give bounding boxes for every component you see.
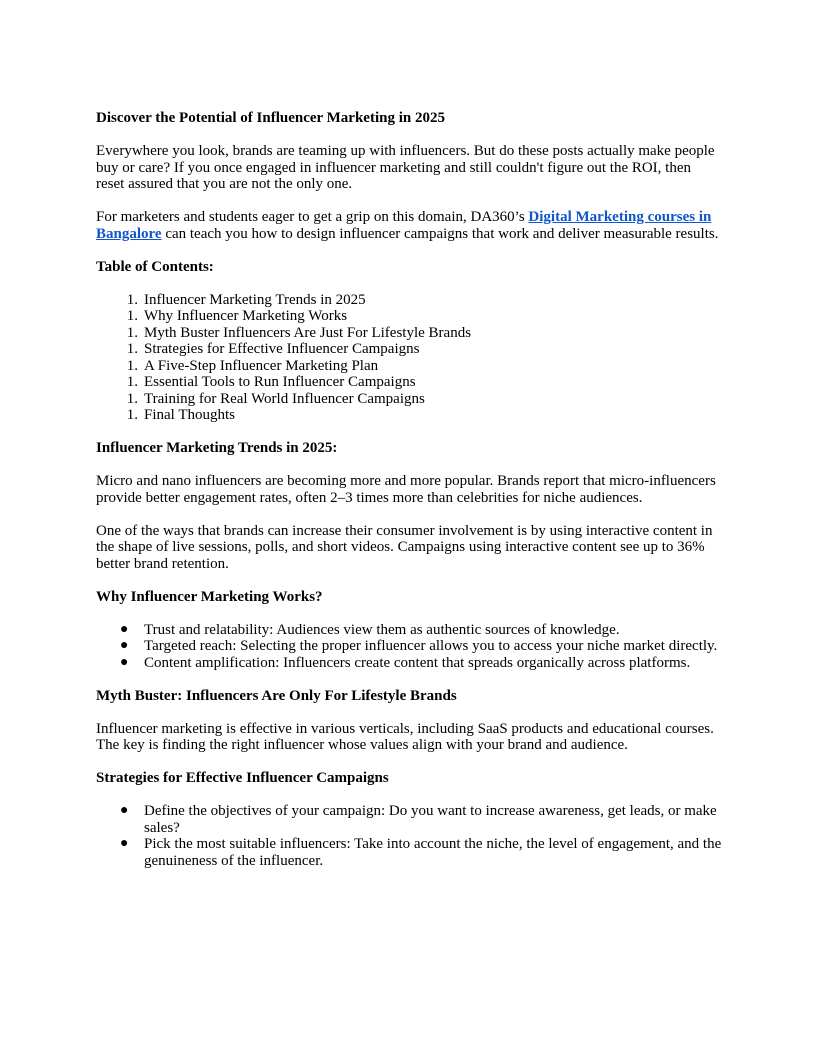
toc-item bbox=[96, 374, 722, 391]
intro-text-before: For marketers and students eager to get a grip on this domain, DA360’s bbox=[96, 209, 529, 225]
document-title: Discover the Potential of Influencer Marketing in 2025 bbox=[96, 110, 445, 126]
toc-item bbox=[96, 391, 722, 408]
intro-paragraph-1: Everywhere you look, brands are teaming up with influencers. But do these posts actually make people buy or care? If you once engaged in influencer marketing and still couldn't figure out the ROI, then reset assured that you are not the only one. bbox=[96, 143, 715, 192]
strategies-heading: Strategies for Effective Influencer Campaigns bbox=[96, 770, 389, 786]
trends-heading: Influencer Marketing Trends in 2025: bbox=[96, 440, 338, 456]
toc-item-label: Influencer Marketing Trends in 2025 bbox=[144, 291, 366, 308]
toc-number: 1. bbox=[126, 374, 138, 390]
myth-heading: Myth Buster: Influencers Are Only For Lifestyle Brands bbox=[96, 687, 457, 704]
toc-number: 1. bbox=[126, 308, 138, 324]
bullet-icon: ● bbox=[120, 654, 129, 670]
toc-number: 1. bbox=[126, 390, 138, 407]
list-item-text: Trust and relatability: Audiences view them as authentic sources of knowledge. bbox=[144, 621, 620, 638]
toc-heading: Table of Contents: bbox=[96, 258, 214, 275]
toc-item bbox=[96, 358, 722, 375]
list-item bbox=[96, 803, 722, 836]
bullet-icon: ● bbox=[120, 803, 129, 818]
intro-paragraph-2 bbox=[96, 209, 722, 242]
why-heading: Why Influencer Marketing Works? bbox=[96, 588, 323, 605]
toc-item-label: A Five-Step Influencer Marketing Plan bbox=[144, 357, 379, 374]
toc-list bbox=[96, 292, 722, 424]
toc-number: 1. bbox=[126, 407, 138, 423]
list-item bbox=[96, 836, 722, 869]
list-item-text: Pick the most suitable influencers: Take into account the niche, the level of engagement, and the genuineness of the influencer. bbox=[144, 836, 722, 869]
toc-item bbox=[96, 341, 722, 358]
strategies-list bbox=[96, 803, 722, 869]
list-item bbox=[96, 622, 722, 639]
bullet-icon: ● bbox=[120, 836, 129, 851]
toc-number: 1. bbox=[126, 291, 138, 308]
trends-paragraph-2: One of the ways that brands can increase their consumer involvement is by using interactive content in the shape of live sessions, polls, and short videos. Campaigns using interactive content see up to 36% better brand retention. bbox=[96, 522, 713, 572]
why-list bbox=[96, 622, 722, 672]
list-item-text: Content amplification: Influencers create content that spreads organically across platforms. bbox=[144, 654, 691, 671]
list-item-text: Targeted reach: Selecting the proper influencer allows you to access your niche market directly. bbox=[144, 638, 718, 654]
toc-item bbox=[96, 325, 722, 342]
bullet-icon: ● bbox=[120, 638, 129, 653]
toc-item-label: Essential Tools to Run Influencer Campaigns bbox=[144, 374, 416, 390]
toc-item-label: Final Thoughts bbox=[144, 407, 235, 423]
toc-number: 1. bbox=[126, 341, 138, 357]
toc-item-label: Training for Real World Influencer Campaigns bbox=[144, 390, 425, 407]
trends-paragraph-1: Micro and nano influencers are becoming more and more popular. Brands report that micro-influencers provide better engagement rates, often 2–3 times more than celebrities for niche audiences. bbox=[96, 473, 716, 506]
toc-item-label: Strategies for Effective Influencer Campaigns bbox=[144, 341, 420, 357]
list-item bbox=[96, 655, 722, 672]
intro-text-after: can teach you how to design influencer campaigns that work and deliver measurable results. bbox=[161, 225, 719, 242]
digital-marketing-courses-link[interactable]: Digital Marketing courses in Bangalore bbox=[96, 209, 712, 242]
document-page bbox=[96, 110, 722, 886]
list-item bbox=[96, 638, 722, 655]
toc-item bbox=[96, 407, 722, 424]
toc-item-label: Myth Buster Influencers Are Just For Lifestyle Brands bbox=[144, 324, 472, 341]
toc-item-label: Why Influencer Marketing Works bbox=[144, 308, 348, 324]
bullet-icon: ● bbox=[120, 621, 129, 637]
toc-number: 1. bbox=[126, 324, 138, 341]
toc-item bbox=[96, 308, 722, 325]
toc-item bbox=[96, 292, 722, 309]
toc-number: 1. bbox=[126, 357, 138, 374]
myth-paragraph: Influencer marketing is effective in various verticals, including SaaS products and educational courses. The key is finding the right influencer whose values align with your brand and audience. bbox=[96, 720, 714, 753]
list-item-text: Define the objectives of your campaign: Do you want to increase awareness, get leads, or make sales? bbox=[144, 803, 717, 836]
